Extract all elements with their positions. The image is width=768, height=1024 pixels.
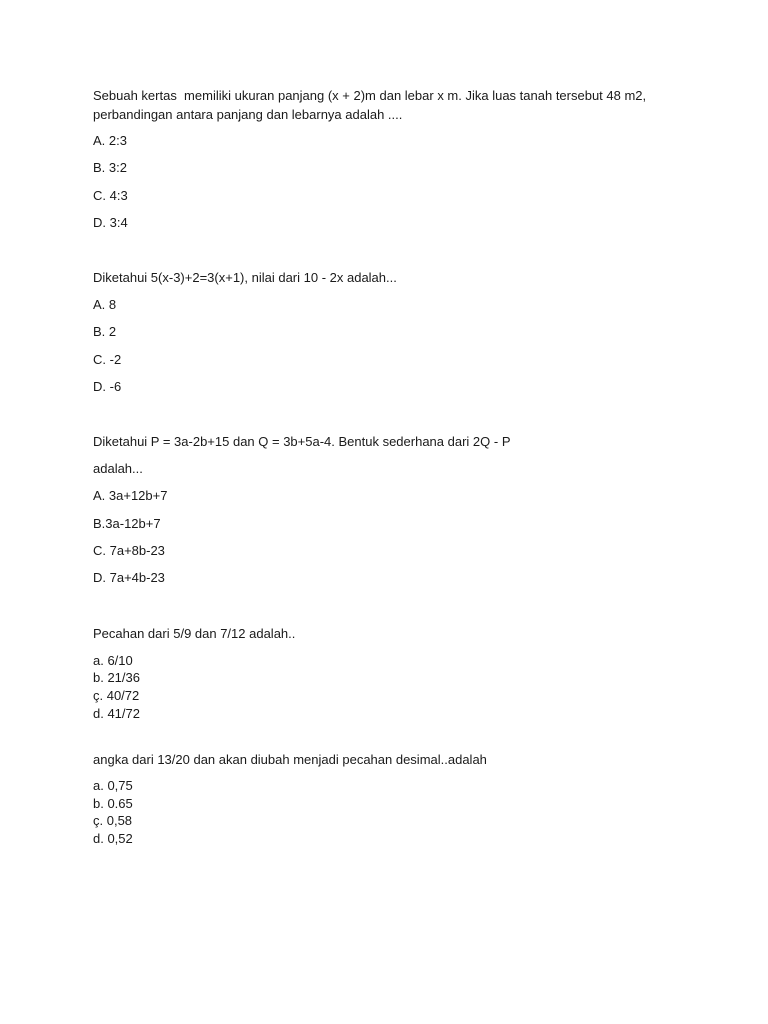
question-2-option-b: B. 2 — [93, 324, 117, 339]
question-4-option-d: d. 41/72 — [93, 706, 140, 721]
question-1-option-d: D. 3:4 — [93, 215, 128, 230]
question-5-option-b: b. 0.65 — [93, 796, 133, 811]
question-1-option-c: C. 4:3 — [93, 188, 128, 203]
question-3-text-continued: adalah... — [93, 461, 143, 476]
question-3-option-d: D. 7a+4b-23 — [93, 570, 165, 585]
question-5-text: angka dari 13/20 dan akan diubah menjadi pecahan desimal..adalah — [93, 752, 487, 767]
question-1-option-b: B. 3:2 — [93, 160, 127, 175]
question-3-option-a: A. 3a+12b+7 — [93, 488, 168, 503]
question-3-text: Diketahui P = 3a-2b+15 dan Q = 3b+5a-4. Bentuk sederhana dari 2Q - P — [93, 434, 511, 449]
question-1-text: Sebuah kertas memiliki ukuran panjang (x + 2)m dan lebar x m. Jika luas tanah tersebut 48 m2, perbandingan antara panjang dan lebarnya adalah .... — [93, 88, 650, 122]
question-2-text: Diketahui 5(x-3)+2=3(x+1), nilai dari 10 - 2x adalah... — [93, 270, 397, 285]
question-4-option-a: a. 6/10 — [93, 653, 133, 668]
question-5-option-c: ç. 0,58 — [93, 813, 133, 828]
question-4-option-b: b. 21/36 — [93, 670, 140, 685]
question-2-option-c: C. -2 — [93, 352, 122, 367]
question-2-option-a: A. 8 — [93, 297, 117, 312]
question-3-option-c: C. 7a+8b-23 — [93, 543, 165, 558]
question-2-option-d: D. -6 — [93, 379, 122, 394]
question-4-option-c: ç. 40/72 — [93, 688, 140, 703]
question-5-option-d: d. 0,52 — [93, 831, 133, 846]
question-1-option-a: A. 2:3 — [93, 133, 127, 148]
question-4-text: Pecahan dari 5/9 dan 7/12 adalah.. — [93, 626, 296, 641]
question-3-option-b: B.3a-12b+7 — [93, 516, 161, 531]
question-5-option-a: a. 0,75 — [93, 778, 133, 793]
